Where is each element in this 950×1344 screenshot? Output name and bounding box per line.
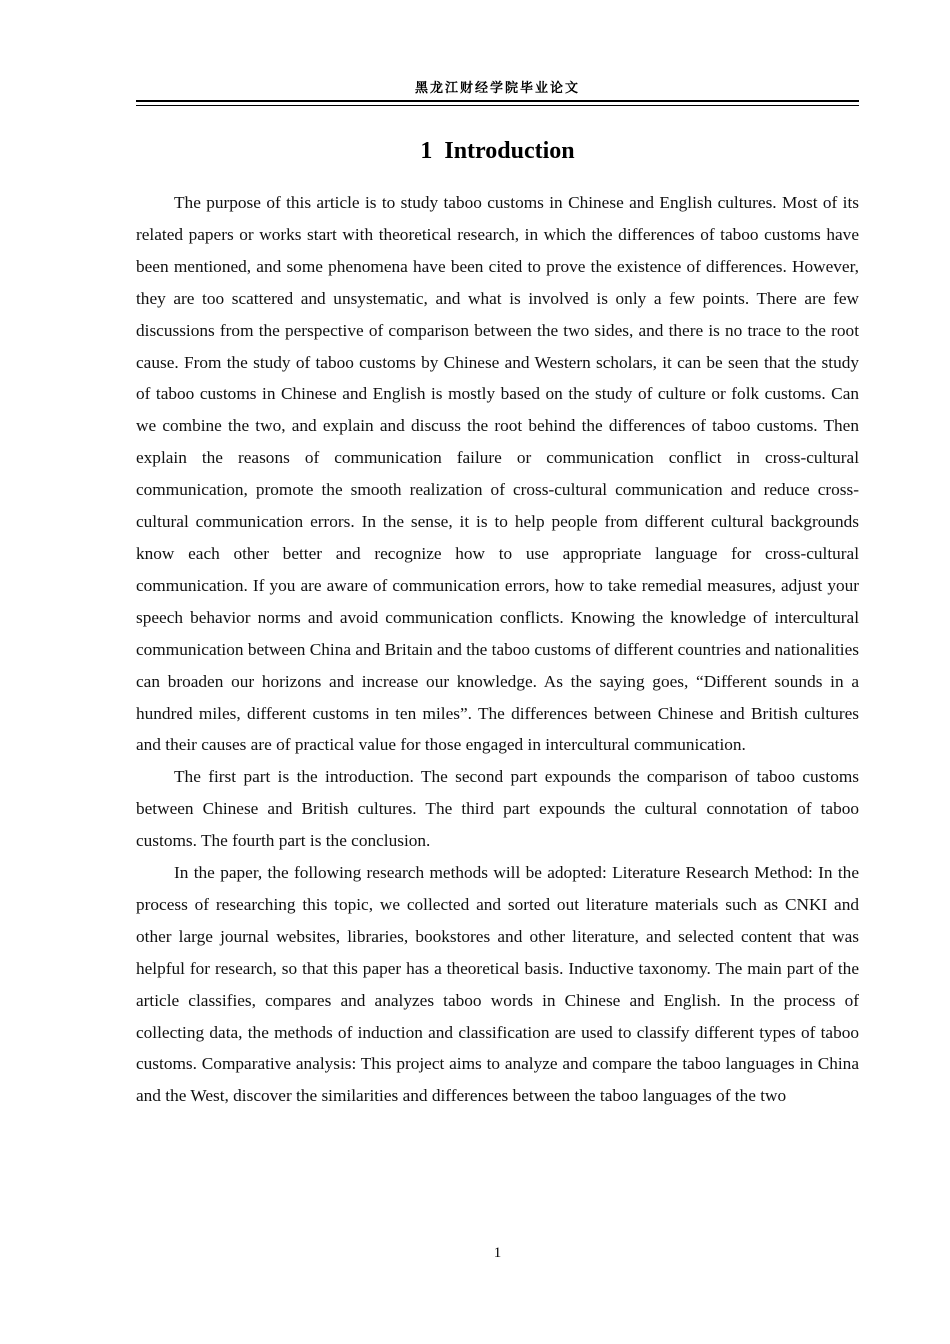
chapter-title: 1 Introduction (420, 138, 575, 164)
header-rule-thick (136, 100, 859, 102)
page-number: 1 (493, 1245, 502, 1261)
running-header: 黑龙江财经学院毕业论文 (414, 81, 580, 96)
paragraph-structure: The first part is the introduction. The second part expounds the comparison of taboo customs between Chinese and British cultures. The third part expounds the cultural connotation of taboo customs. The fourth part is the conclusion. (136, 767, 859, 851)
paragraph-methods: In the paper, the following research methods will be adopted: Literature Research Method: In the process of researching this topic, we collected and sorted out literature materials such as CNKI and other large journal websites, libraries, bookstores and other literature, and selected content that was helpful for research, so that this paper has a theoretical basis. Inductive taxonomy. The main part of the article classifies, compares and analyzes taboo words in Chinese and English. In the process of collecting data, the methods of induction and classification are used to classify different types of taboo customs. Comparative analysis: This project aims to analyze and compare the taboo languages in China and the West, discover the similarities and differences between the taboo languages of the two (136, 863, 859, 1106)
header-rule-thin (136, 105, 859, 106)
body-text (136, 187, 859, 1112)
paragraph-purpose: The purpose of this article is to study taboo customs in Chinese and English cultures. Most of its related papers or works start with theoretical research, in which the differences of taboo customs have been mentioned, and some phenomena have been cited to prove the existence of differences. However, they are too scattered and unsystematic, and what is involved is only a few points. There are few discussions from the perspective of comparison between the two sides, and there is no trace to the root cause. From the study of taboo customs by Chinese and Western scholars, it can be seen that the study of taboo customs in Chinese and English is mostly based on the study of culture or folk customs. Can we combine the two, and explain and discuss the root behind the differences of taboo customs. Then explain the reasons of communication failure or communication conflict in cross-cultural communication, promote the smooth realization of cross-cultural communication and reduce cross-cultural communication errors. In the sense, it is to help people from different cultural backgrounds know each other better and recognize how to use appropriate language for cross-cultural communication. If you are aware of communication errors, how to take remedial measures, adjust your speech behavior norms and avoid communication conflicts. Knowing the knowledge of intercultural communication between China and Britain and the taboo customs of different countries and nationalities can broaden our horizons and increase our knowledge. As the saying goes, “Different sounds in a hundred miles, different customs in ten miles”. The differences between Chinese and British cultures and their causes are of practical value for those engaged in intercultural communication. (136, 193, 859, 755)
